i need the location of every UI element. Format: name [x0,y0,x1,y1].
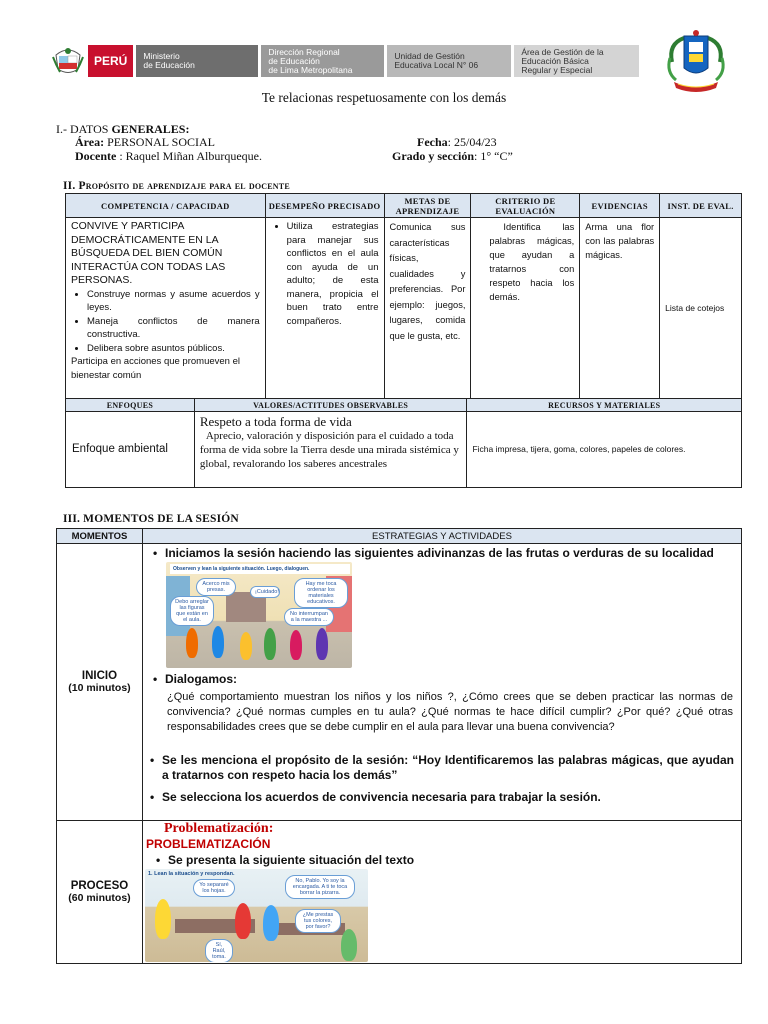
capacidad-item: • Delibera sobre asuntos públicos. [87,342,260,356]
recursos-cell: Ficha impresa, tijera, goma, colores, papeles de colores. [467,412,742,488]
proceso-label-cell [57,821,143,964]
desempeno-text: • Utiliza estrategias para manejar sus conflictos en el aula con ayuda de un adulto; de esta manera, propicia el buen trato entre compañeros. [287,220,379,328]
criterio-cell: Identifica las palabras mágicas, que ayudan a tratarnos con respeto hacia los demás. [471,218,580,399]
peru-label: PERÚ [88,45,133,77]
col-competencia: COMPETENCIA / CAPACIDAD [66,194,266,218]
col-valores: VALORES/ACTITUDES OBSERVABLES [194,399,467,412]
problematizacion-title: Problematización: [164,821,274,836]
col-estrategias: ESTRATEGIAS Y ACTIVIDADES [142,529,741,544]
proceso-time: (60 minutos) [68,892,131,904]
capacidad-item: • Maneja conflictos de manera constructiva. [87,315,260,342]
inicio-bullet-dialogamos: • Dialogamos: [165,672,237,687]
col-metas: METAS DE APRENDIZAJE [384,194,471,218]
valor-cell [194,412,467,488]
speech-bubble: ¡Cuidado! [250,586,280,598]
inicio-time: (10 minutos) [68,682,131,694]
ugel-label: Unidad de Gestión Educativa Local N° 06 [387,45,511,77]
fecha-row: Fecha: 25/04/23 [417,135,497,149]
proceso-label: PROCESO [70,880,129,892]
col-instrumento: INST. DE EVAL. [660,194,742,218]
institution-header [52,45,639,77]
dialogamos-text: ¿Qué comportamiento muestran los niños y los niños ?, ¿Cómo crees que se deben practicar las normas de convivencia? ¿Qué normas cumples en tu aula? ¿Qué normas te hace difícil cumplir? ¿Por qué? ¿Qué otras responsabilidades crees que se debe cumplir en el aula para llevar una buena convivencia? [167,691,733,733]
area-row: Área: PERSONAL SOCIAL [75,135,216,149]
speech-bubble: Hay me toca ordenar los materiales educativos. [294,578,348,608]
col-momentos: MOMENTOS [57,529,143,544]
speech-bubble: Debo arreglar las figuras que están en el aula. [170,596,214,626]
proceso-bullet-situacion: • Se presenta la siguiente situación del texto [168,853,414,868]
evidencias-cell: Arma una flor con las palabras mágicas. [580,218,660,399]
inicio-bullet-acuerdos: • Se selecciona los acuerdos de convivencia necesaria para trabajar la sesión. [162,790,734,805]
competencia-extra: Participa en acciones que promueven el bienestar común [71,356,240,381]
inicio-illustration [166,562,352,668]
speech-bubble: No interrumpan a la maestra ... [284,608,334,626]
speech-bubble: Acerco mis presas. [196,578,236,596]
capacidad-item: • Construye normas y asume acuerdos y leyes. [87,288,260,315]
competencia-text: CONVIVE Y PARTICIPA DEMOCRÁTICAMENTE EN LA BÚSQUEDA DEL BIEN COMÚN INTERACTÚA CON TODAS LAS PERSONAS. [71,220,226,286]
ministerio-label: Ministerio de Educación [136,45,258,77]
valor-text: Aprecio, valoración y disposición para el cuidado a toda forma de vida sobre la Tierra desde una mirada sistémica y global, revalorando los saberes ancestrales [199,430,459,470]
enfoques-table [65,398,742,488]
col-criterio: CRITERIO DE EVALUACIÓN [471,194,580,218]
inicio-label: INICIO [81,670,118,682]
docente-row: Docente : Raquel Miñan Alburqueque. [75,149,262,163]
area-gestion-label: Área de Gestión de la Educación Básica Regular y Especial [514,45,639,77]
speech-bubble: Sí, Raúl, toma. [205,939,233,962]
purpose-section-title: II. Propósito de aprendizaje para el docente [63,180,290,192]
purpose-table [65,193,742,399]
instrumento-cell: Lista de cotejos [660,218,742,399]
desempeno-cell [265,218,384,399]
speech-bubble: No, Pablo. Yo soy la encargada. A ti te toca borrar la pizarra. [285,875,355,899]
inicio-bullet-adivinanzas: • Iniciamos la sesión haciendo las siguientes adivinanzas de las frutas o verduras de su localidad [165,546,735,561]
peru-coat-of-arms-icon [52,45,84,77]
grado-row: Grado y sección: 1° “C” [392,149,513,163]
general-heading: I.- DATOS GENERALES: [56,122,190,136]
problematizacion-caps: PROBLEMATIZACIÓN [146,837,271,851]
session-title: Te relacionas respetuosamente con los demás [261,90,507,105]
speech-bubble: Yo separaré los hojas. [193,879,235,897]
valor-title: Respeto a toda forma de vida [199,414,352,429]
col-evidencias: EVIDENCIAS [580,194,660,218]
enfoque-cell: Enfoque ambiental [66,412,195,488]
col-enfoques: ENFOQUES [66,399,195,412]
speech-bubble: ¿Me prestas tus colores, por favor? [295,909,341,933]
proceso-illustration-header: 1. Lean la situación y respondan. [148,871,235,877]
col-recursos: RECURSOS Y MATERIALES [467,399,742,412]
competencia-cell [66,218,266,399]
dre-label: Dirección Regional de Educación de Lima Metropolitana [261,45,384,77]
inicio-label-cell [57,544,143,821]
metas-cell: Comunica sus características físicas, cualidades y preferencias. Por ejemplo: juegos, lugares, comida que le gusta, etc. [384,218,471,399]
moments-section-title: III. MOMENTOS DE LA SESIÓN [63,513,239,525]
inicio-bullet-proposito: • Se les menciona el propósito de la sesión: “Hoy Identificaremos las palabras mágicas, que ayudan a tratarnos con respeto hacia los demás” [162,753,734,783]
inicio-illustration-header: Observen y lean la siguiente situación. Luego, dialoguen. [170,564,350,574]
col-desempeno: DESEMPEÑO PRECISADO [265,194,384,218]
proceso-illustration [145,869,368,962]
school-logo-icon [662,28,730,92]
